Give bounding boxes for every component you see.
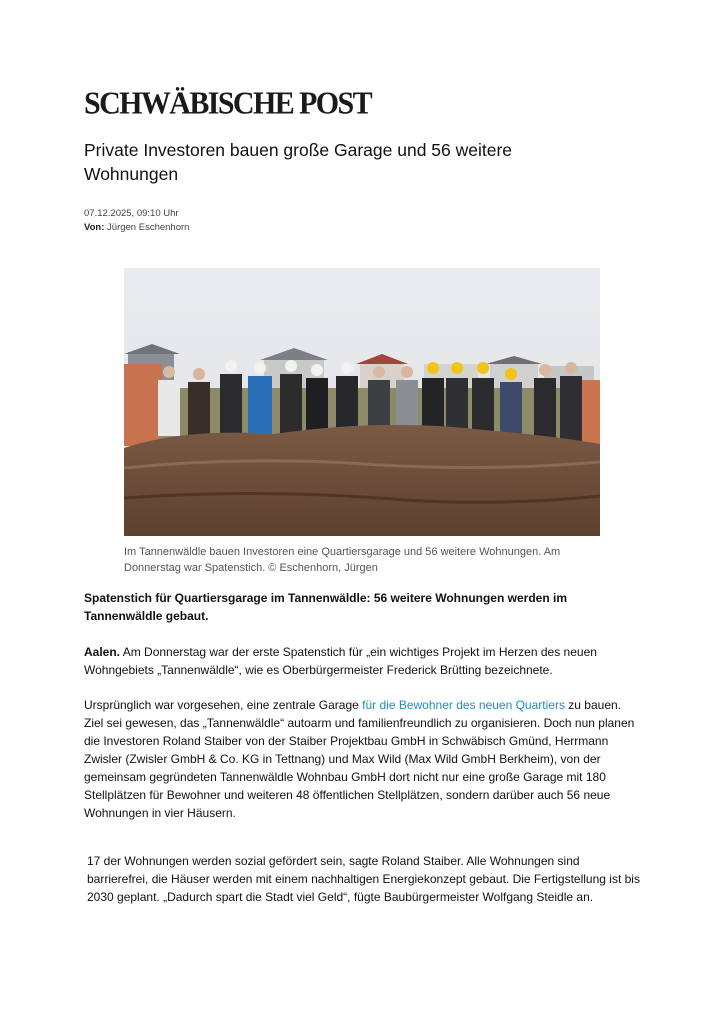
paragraph-1 [84, 643, 604, 679]
paragraph-1-text: Am Donnerstag war der erste Spatenstich für „ein wichtiges Projekt im Herzen des neuen Wohngebiets „Tannenwäldle“, wie es Oberbürgermeister Frederick Brütting bezeichnete. [84, 645, 597, 677]
fence-left [124, 364, 162, 446]
publish-date: 07.12.2025, 09:10 Uhr [84, 208, 179, 219]
paragraph-2-before: Ursprünglich war vorgesehen, eine zentrale Garage [84, 698, 363, 712]
quarter-residents-link[interactable]: für die Bewohner des neuen Quartiers [362, 698, 565, 712]
article-lead: Spatenstich für Quartiersgarage im Tannenwäldle: 56 weitere Wohnungen werden im Tannenwäldle gebaut. [84, 591, 567, 623]
author-name: Jürgen Eschenhorn [107, 222, 190, 233]
soil-mound [124, 425, 600, 536]
author-label: Von: [84, 222, 105, 233]
photo-caption: Im Tannenwäldle bauen Investoren eine Quartiersgarage und 56 weitere Wohnungen. Am Donnerstag war Spatenstich. © Eschenhorn, Jürgen [124, 546, 561, 574]
paragraph-3: 17 der Wohnungen werden sozial gefördert sein, sagte Roland Staiber. Alle Wohnungen sind barrierefrei, die Häuser werden mit einem nachhaltigen Energiekonzept gebaut. Die Fertigstellung ist bis 2030 geplant. „Dadurch spart die Stadt viel Geld“, fügte Baubürgermeister Wolfgang Steidle an. [87, 854, 640, 904]
paragraph-2 [84, 696, 640, 822]
article-photo [124, 268, 600, 536]
paragraph-2-after: zu bauen. Ziel sei gewesen, das „Tannenwäldle“ autoarm und familienfreundlich zu organisieren. Doch nun planen die Investoren Roland Staiber von der Staiber Projektbau GmbH in Schwäbisch Gmünd, Herrmann Zwisler (Zwisler GmbH & Co. KG in Tettnang) und Max Wild (Max Wild GmbH Berkheim), von der gemeinsam gegründeten Tannenwäldle Wohnbau GmbH dort nicht nur eine große Garage mit 180 Stellplätzen für Bewohner und weiteren 48 öffentlichen Stellplätzen, sondern darüber auch 56 neue Wohnungen in vier Häusern. [84, 698, 635, 820]
brand-logo[interactable]: SCHWÄBISCHE POST [84, 86, 371, 121]
dateline: Aalen. [84, 645, 121, 659]
author-line [84, 222, 189, 233]
article-headline: Private Investoren bauen große Garage und 56 weitere Wohnungen [84, 140, 513, 184]
